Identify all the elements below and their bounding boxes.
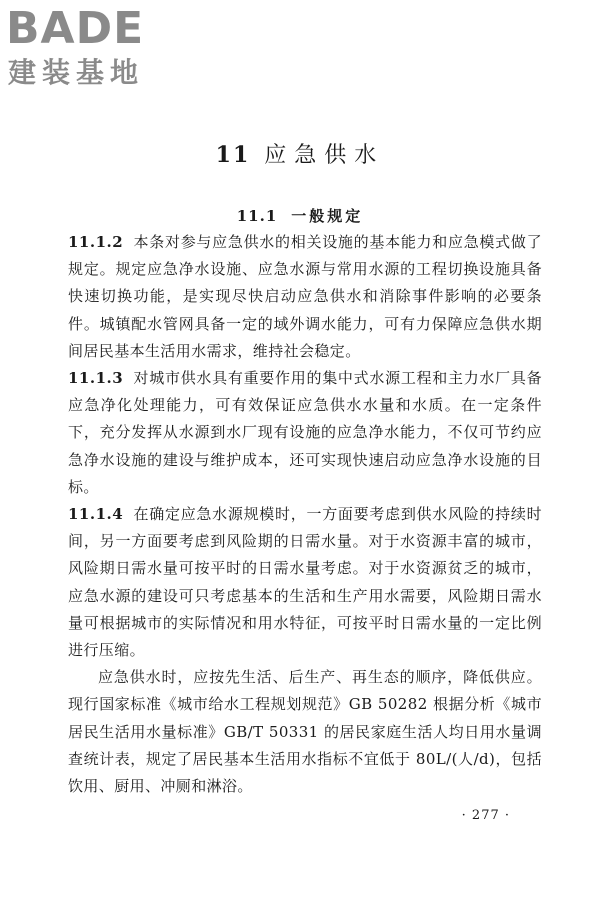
section-number: 11.1 xyxy=(236,207,278,226)
section-title xyxy=(0,204,600,228)
chapter-title xyxy=(0,139,600,172)
clause-number: 11.1.2 xyxy=(68,233,124,251)
paragraph-11-1-4 xyxy=(68,501,542,664)
paragraph-text: 对城市供水具有重要作用的集中式水源工程和主力水厂具备应急净化处理能力，可有效保证应急供水水量和水质。在一定条件下，充分发挥从水源到水厂现有设施的应急净水能力，不仅可节约应急净水设施的建设与维护成本，还可实现快速启动应急净水设施的目标。 xyxy=(68,369,542,496)
section-title-text: 一般规定 xyxy=(291,207,364,226)
watermark-subtitle-text: 建装基地 xyxy=(8,56,145,89)
body-text xyxy=(68,229,542,800)
paragraph-text: 应急供水时，应按先生活、后生产、再生态的顺序，降低供应。现行国家标准《城市给水工程规划规范》GB 50282 根据分析《城市居民生活用水量标准》GB/T 50331 的居民家庭生活人均日用水量调查统计表，规定了居民基本生活用水指标不宜低于 80L/(人/d)，包括饮用、厨用、冲厕和淋浴。 xyxy=(68,668,542,796)
paragraph-text: 本条对参与应急供水的相关设施的基本能力和应急模式做了规定。规定应急净水设施、应急水源与常用水源的工程切换设施具备快速切换功能，是实现尽快启动应急供水和消除事件影响的必要条件。城镇配水管网具备一定的域外调水能力，可有力保障应急供水期间居民基本生活用水需求，维持社会稳定。 xyxy=(68,233,542,360)
chapter-title-text: 应急供水 xyxy=(264,142,385,168)
clause-number: 11.1.3 xyxy=(68,369,124,388)
paragraph-11-1-3 xyxy=(68,365,542,501)
page-number: · 277 · xyxy=(461,808,510,823)
clause-number: 11.1.4 xyxy=(68,505,124,524)
paragraph-text: 在确定应急水源规模时，一方面要考虑到供水风险的持续时间，另一方面要考虑到风险期的日需水量。对于水资源丰富的城市，风险期日需水量可按平时的日需水量考虑。对于水资源贫乏的城市，应急水源的建设可只考虑基本的生活和生产用水需要，风险期日需水量可根据城市的实际情况和用水特征，可按平时日需水量的一定比例进行压缩。 xyxy=(68,505,542,660)
watermark-brand-text: BADE xyxy=(6,3,145,54)
paragraph-continuation xyxy=(68,664,542,800)
chapter-number: 11 xyxy=(215,141,251,168)
watermark-logo xyxy=(6,4,176,92)
paragraph-11-1-2 xyxy=(68,229,542,365)
